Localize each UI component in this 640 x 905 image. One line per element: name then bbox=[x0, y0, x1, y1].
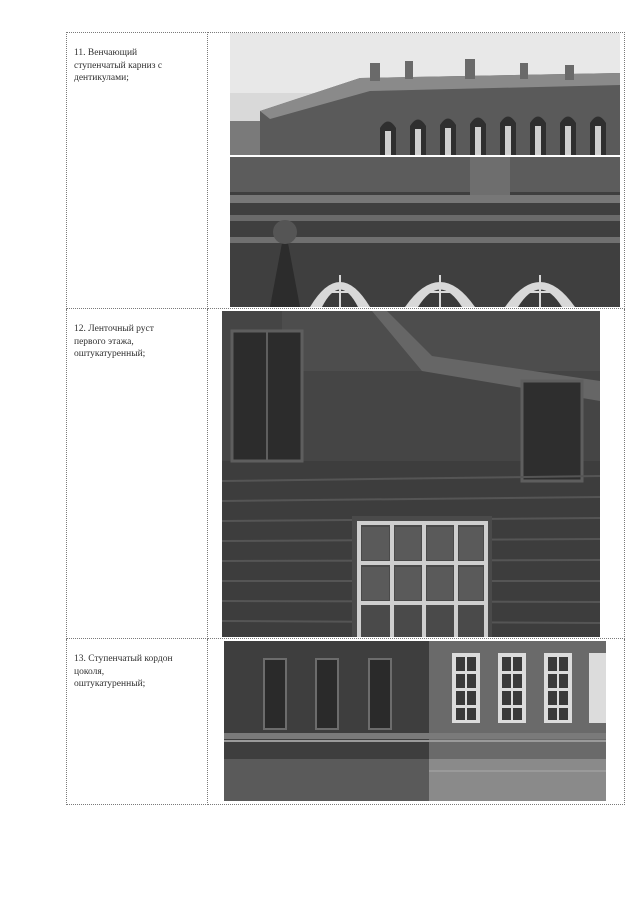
table-row-13 bbox=[67, 639, 625, 805]
label-cell-11 bbox=[67, 33, 208, 309]
document-table bbox=[66, 32, 625, 805]
label-cell-13 bbox=[67, 639, 208, 805]
photo-cell-12 bbox=[208, 309, 625, 639]
rustication-photo bbox=[222, 311, 600, 637]
cornice-photo-top bbox=[230, 33, 620, 155]
row-label-11: 11. Венчающий ступенчатый карниз с дентикулами; bbox=[74, 48, 163, 83]
row-label-12: 12. Ленточный руст первого этажа, оштукатуренный; bbox=[74, 324, 154, 359]
plinth-photo bbox=[224, 641, 606, 801]
table-row-12 bbox=[67, 309, 625, 639]
cornice-photo-bottom bbox=[230, 157, 620, 307]
photo-cell-11 bbox=[208, 33, 625, 309]
photo-cell-13 bbox=[208, 639, 625, 805]
row-label-13: 13. Ступенчатый кордон цоколя, оштукатуренный; bbox=[74, 654, 173, 689]
label-cell-12 bbox=[67, 309, 208, 639]
table-row-11 bbox=[67, 33, 625, 309]
